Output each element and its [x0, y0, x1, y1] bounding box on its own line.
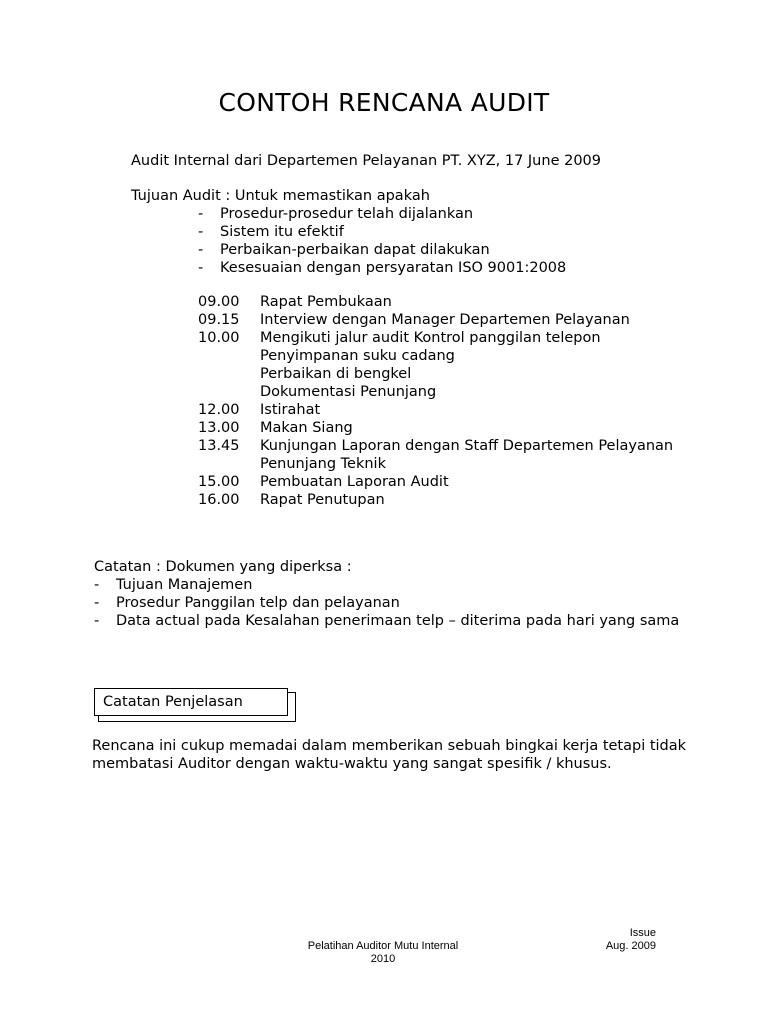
schedule-row: 13.00 Makan Siang [198, 420, 353, 436]
explanation-box [94, 688, 296, 722]
explanation-box-label: Catatan Penjelasan [94, 688, 288, 716]
notes-list [94, 576, 679, 630]
objective-item: - Perbaikan-perbaikan dapat dilakukan [198, 242, 490, 258]
footer-issue-date: Aug. 2009 [605, 940, 656, 952]
schedule-row: Penunjang Teknik [260, 456, 386, 472]
objective-label: Tujuan Audit : Untuk memastikan apakah [131, 188, 430, 204]
footer-issue-label: Issue [629, 927, 656, 939]
notes-item: - Tujuan Manajemen [94, 577, 253, 593]
intro-text: Audit Internal dari Departemen Pelayanan PT. XYZ, 17 June 2009 [131, 153, 601, 169]
objective-item: - Prosedur-prosedur telah dijalankan [198, 206, 474, 222]
schedule-row: 13.45 Kunjungan Laporan dengan Staff Departemen Pelayanan [198, 438, 674, 454]
explanation-line-1: Rencana ini cukup memadai dalam memberikan sebuah bingkai kerja tetapi tidak [92, 738, 687, 754]
footer-center-line-2: 2010 [370, 953, 396, 965]
objective-item: - Sistem itu efektif [198, 224, 344, 240]
notes-item: - Data actual pada Kesalahan penerimaan telp – diterima pada hari yang sama [94, 613, 680, 629]
page-title: CONTOH RENCANA AUDIT [218, 88, 550, 117]
schedule-row: 09.15 Interview dengan Manager Departemen Pelayanan [198, 312, 630, 328]
schedule-row: 09.00 Rapat Pembukaan [198, 294, 392, 310]
objective-item: - Kesesuaian dengan persyaratan ISO 9001:2008 [198, 260, 567, 276]
schedule-row: 16.00 Rapat Penutupan [198, 492, 385, 508]
footer-center-line-1: Pelatihan Auditor Mutu Internal [307, 940, 459, 952]
schedule-list [198, 293, 673, 509]
objective-list [198, 205, 566, 277]
explanation-line-2: membatasi Auditor dengan waktu-waktu yang sangat spesifik / khusus. [92, 756, 612, 772]
notes-item: - Prosedur Panggilan telp dan pelayanan [94, 595, 400, 611]
schedule-row: 12.00 Istirahat [198, 402, 321, 418]
schedule-row: Dokumentasi Penunjang [260, 384, 437, 400]
schedule-row: 10.00 Mengikuti jalur audit Kontrol panggilan telepon [198, 330, 601, 346]
footer-right [560, 927, 656, 953]
footer-center [283, 940, 483, 966]
schedule-row: Perbaikan di bengkel [260, 366, 412, 382]
notes-label: Catatan : Dokumen yang diperksa : [94, 559, 352, 575]
schedule-row: 15.00 Pembuatan Laporan Audit [198, 474, 449, 490]
schedule-row: Penyimpanan suku cadang [260, 348, 455, 364]
